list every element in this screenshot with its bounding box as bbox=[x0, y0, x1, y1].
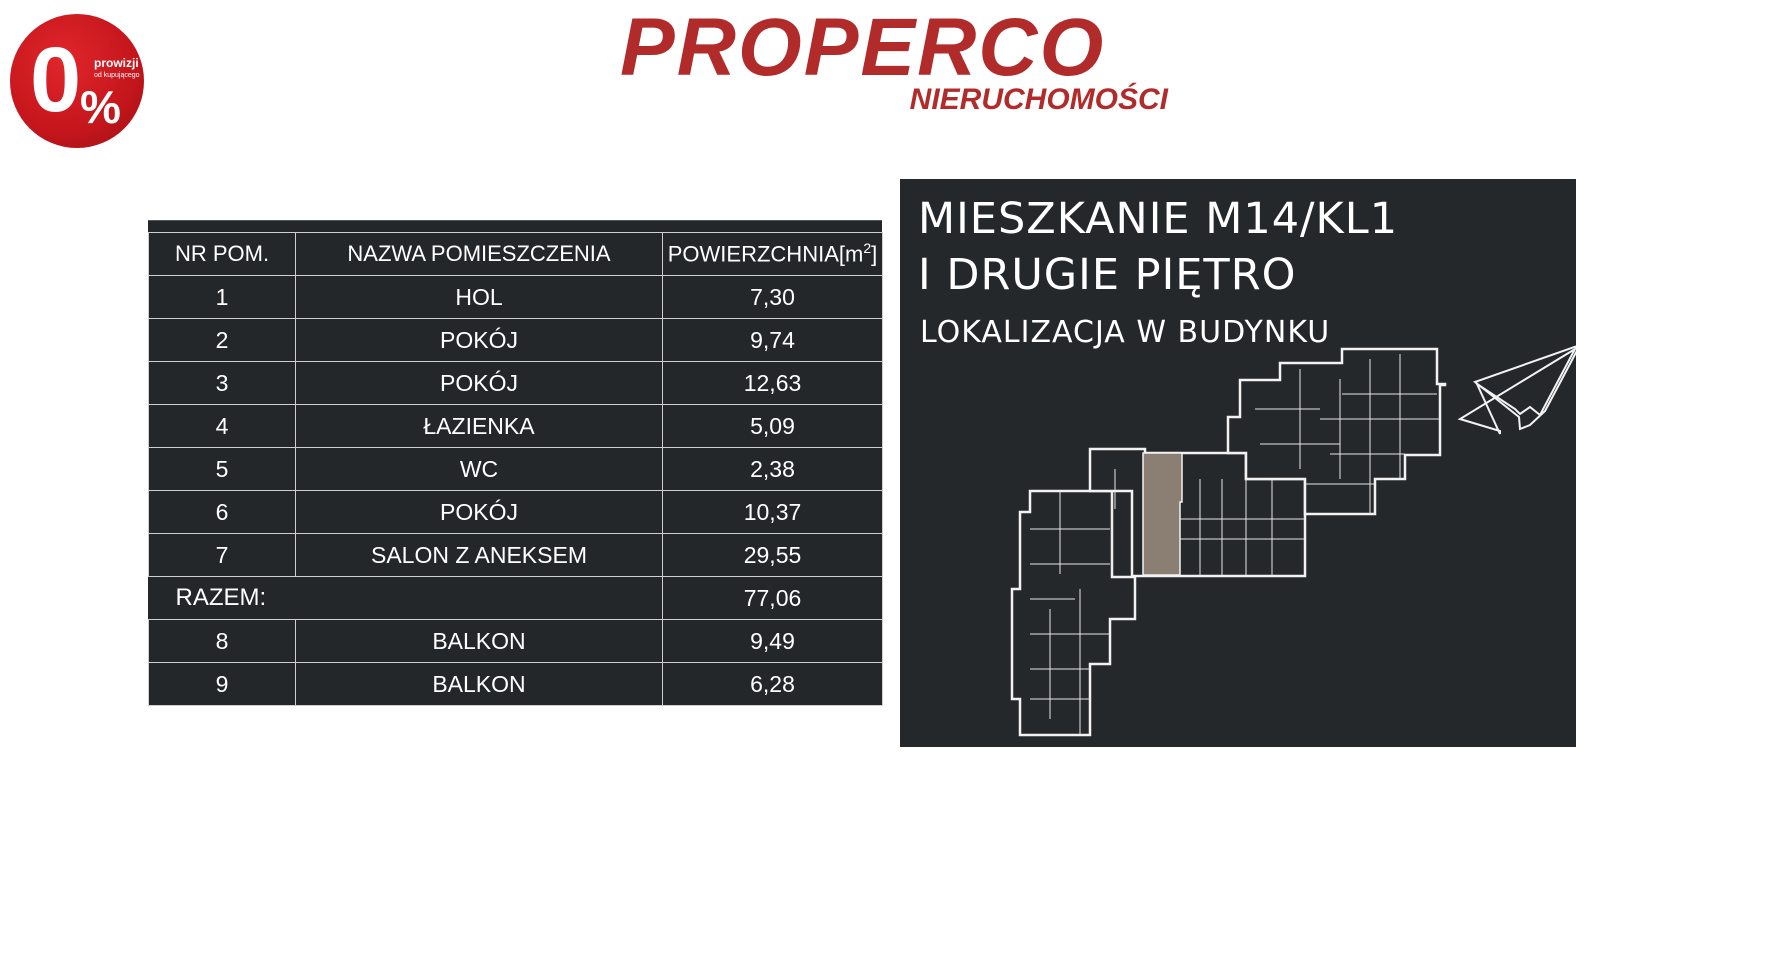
table-row bbox=[149, 491, 883, 534]
highlighted-apartment bbox=[1143, 453, 1182, 575]
apartment-title-line1: MIESZKANIE M14/KL1 bbox=[918, 194, 1399, 244]
total-row bbox=[149, 577, 883, 620]
badge-line2: od kupującego bbox=[94, 72, 140, 79]
building-floor-plan bbox=[900, 179, 1576, 747]
total-label: RAZEM: bbox=[149, 577, 663, 620]
balcony-nr: 8 bbox=[149, 620, 296, 663]
table-row bbox=[149, 620, 883, 663]
room-nr: 5 bbox=[149, 448, 296, 491]
badge-line1: prowizji bbox=[94, 56, 139, 70]
balcony-name: BALKON bbox=[296, 620, 663, 663]
room-area: 5,09 bbox=[663, 405, 883, 448]
rooms-table-wrapper bbox=[148, 232, 882, 706]
room-nr: 3 bbox=[149, 362, 296, 405]
table-row bbox=[149, 405, 883, 448]
room-area: 12,63 bbox=[663, 362, 883, 405]
header-name: NAZWA POMIESZCZENIA bbox=[296, 233, 663, 276]
balcony-name: BALKON bbox=[296, 663, 663, 706]
total-area: 77,06 bbox=[663, 577, 883, 620]
header-area bbox=[663, 233, 883, 276]
room-area: 7,30 bbox=[663, 276, 883, 319]
room-name: SALON Z ANEKSEM bbox=[296, 534, 663, 577]
room-nr: 1 bbox=[149, 276, 296, 319]
balcony-nr: 9 bbox=[149, 663, 296, 706]
table-row bbox=[149, 448, 883, 491]
location-subtitle: LOKALIZACJA W BUDYNKU bbox=[920, 315, 1331, 350]
table-row bbox=[149, 276, 883, 319]
header-area-sup: 2 bbox=[863, 240, 872, 257]
room-name: POKÓJ bbox=[296, 319, 663, 362]
header-area-text: POWIERZCHNIA[m bbox=[667, 241, 864, 267]
table-header-row bbox=[149, 233, 883, 276]
room-area: 2,38 bbox=[663, 448, 883, 491]
room-name: HOL bbox=[296, 276, 663, 319]
room-area: 9,74 bbox=[663, 319, 883, 362]
room-name: POKÓJ bbox=[296, 491, 663, 534]
balcony-area: 6,28 bbox=[663, 663, 883, 706]
table-row bbox=[149, 362, 883, 405]
zero-commission-badge bbox=[10, 14, 144, 148]
location-panel bbox=[900, 179, 1576, 747]
properco-logo bbox=[620, 2, 1180, 116]
room-nr: 6 bbox=[149, 491, 296, 534]
header-nr: NR POM. bbox=[149, 233, 296, 276]
header-area-end: ] bbox=[871, 241, 878, 267]
rooms-table bbox=[148, 232, 883, 706]
room-nr: 7 bbox=[149, 534, 296, 577]
logo-brand: PROPERCO bbox=[620, 2, 1106, 93]
table-row bbox=[149, 663, 883, 706]
table-row bbox=[149, 319, 883, 362]
room-nr: 2 bbox=[149, 319, 296, 362]
logo-subtitle: NIERUCHOMOŚCI bbox=[909, 83, 1168, 116]
room-name: ŁAZIENKA bbox=[296, 405, 663, 448]
building-outline bbox=[1012, 349, 1445, 735]
table-row bbox=[149, 534, 883, 577]
room-area: 10,37 bbox=[663, 491, 883, 534]
apartment-title-line2: I DRUGIE PIĘTRO bbox=[918, 250, 1297, 300]
badge-percent: % bbox=[80, 81, 121, 133]
room-nr: 4 bbox=[149, 405, 296, 448]
north-arrow-icon bbox=[1460, 345, 1576, 434]
room-name: WC bbox=[296, 448, 663, 491]
room-name: POKÓJ bbox=[296, 362, 663, 405]
badge-zero: 0 bbox=[30, 29, 82, 131]
balcony-area: 9,49 bbox=[663, 620, 883, 663]
room-area: 29,55 bbox=[663, 534, 883, 577]
